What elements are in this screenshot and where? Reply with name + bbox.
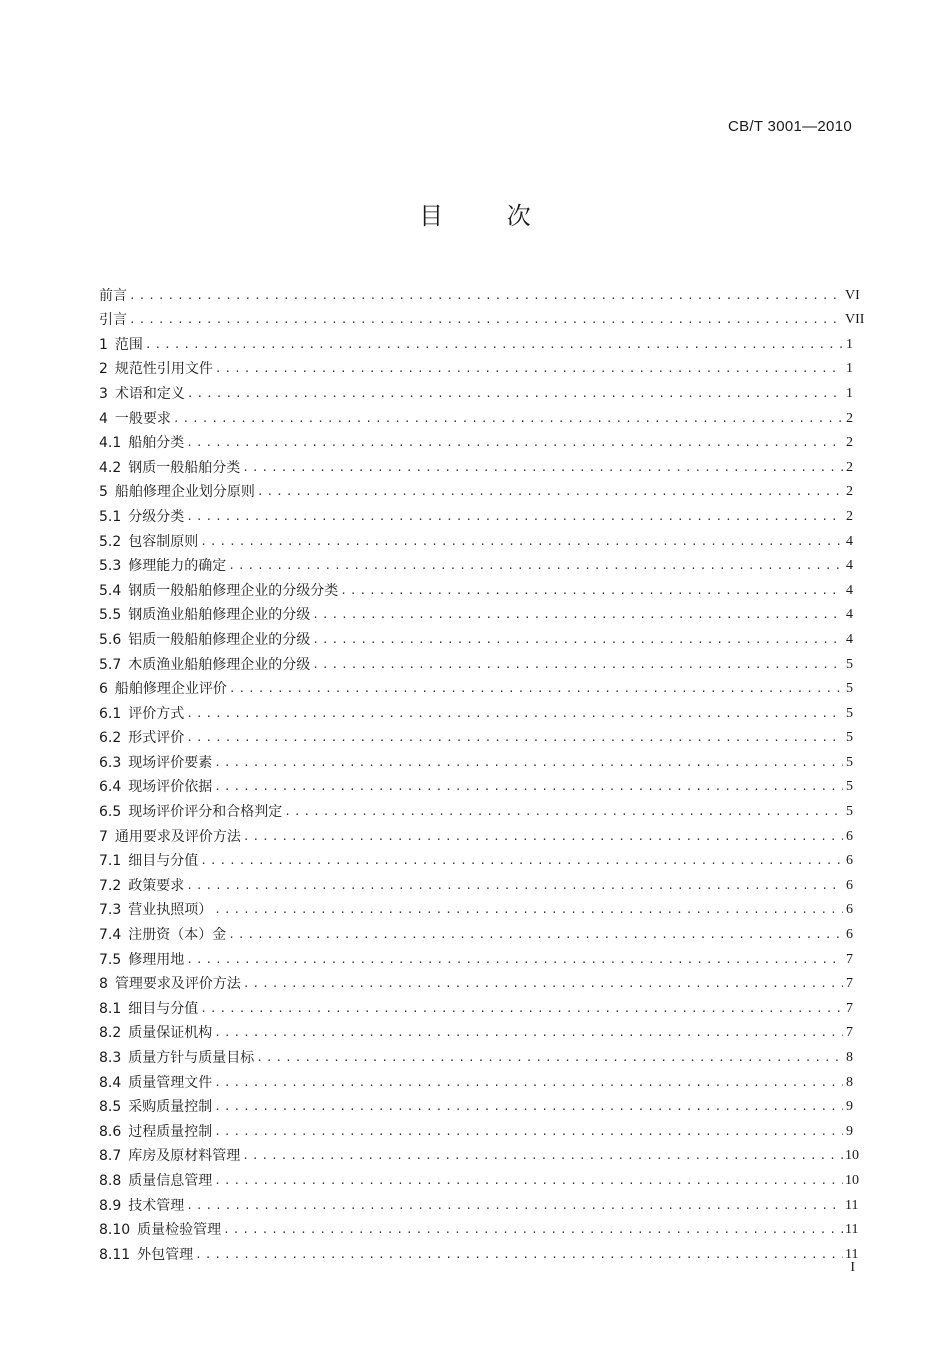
toc-entry-title: 通用要求及评价方法 — [114, 828, 241, 845]
toc-entry[interactable] — [99, 600, 853, 625]
toc-entry-number: 8.3 — [99, 1050, 122, 1066]
toc-entry[interactable] — [99, 1190, 859, 1215]
toc-dot-leader — [187, 385, 843, 403]
toc-entry-title: 形式评价 — [128, 730, 185, 747]
toc-entry-page: 6 — [846, 927, 853, 943]
toc-dot-leader — [214, 1074, 843, 1092]
toc-entry-title: 船舶分类 — [128, 435, 185, 452]
toc-entry[interactable] — [99, 624, 853, 649]
toc-entry-page: VII — [845, 312, 865, 328]
toc-entry-number: 3 — [99, 385, 108, 402]
toc-entry-page: 1 — [846, 361, 853, 377]
toc-entry-number: 6.5 — [99, 804, 122, 821]
toc-entry-number: 5.4 — [99, 582, 122, 599]
toc-entry-title: 一般要求 — [114, 410, 171, 427]
toc-dot-leader — [214, 1098, 843, 1116]
toc-entry-number: 8.1 — [99, 1000, 122, 1017]
toc-entry-title: 质量保证机构 — [128, 1025, 213, 1042]
toc-entry-page: 6 — [846, 877, 853, 893]
toc-entry-page: 7 — [846, 976, 853, 992]
toc-entry[interactable] — [99, 378, 853, 403]
toc-entry-page: 5 — [846, 656, 853, 672]
toc-entry[interactable] — [99, 821, 853, 846]
toc-entry[interactable] — [99, 1116, 853, 1141]
toc-dot-leader — [186, 729, 843, 747]
toc-entry-page: 7 — [846, 1025, 853, 1041]
toc-entry-title: 修理用地 — [128, 951, 185, 968]
toc-entry-title: 细目与分值 — [128, 1000, 199, 1017]
toc-entry-title: 术语和定义 — [114, 385, 185, 402]
toc-entry-number: 6.3 — [99, 754, 122, 771]
toc-entry-page: 10 — [845, 1172, 859, 1188]
document-code: CB/T 3001—2010 — [727, 118, 852, 135]
toc-dot-leader — [215, 360, 843, 378]
toc-entry-title: 过程质量控制 — [128, 1123, 213, 1140]
toc-entry[interactable] — [99, 403, 853, 428]
toc-entry[interactable] — [99, 944, 853, 969]
toc-dot-leader — [340, 582, 843, 600]
toc-dot-leader — [312, 631, 843, 649]
toc-entry-page: 1 — [846, 385, 853, 401]
toc-entry-title: 前言 — [99, 287, 127, 304]
page-title: 目 次 — [419, 202, 559, 230]
toc-entry-title: 细目与分值 — [128, 853, 199, 870]
toc-entry-number: 4 — [99, 410, 108, 427]
toc-dot-leader — [228, 926, 843, 944]
toc-entry-page: 7 — [846, 951, 853, 967]
toc-entry-title: 钢质一般船舶分类 — [128, 459, 241, 476]
toc-entry-page: 6 — [846, 902, 853, 918]
toc-entry[interactable] — [99, 796, 853, 821]
toc-entry-title: 铝质一般船舶修理企业的分级 — [128, 631, 311, 648]
toc-entry-title: 现场评价依据 — [128, 779, 213, 796]
toc-dot-leader — [257, 483, 843, 501]
toc-entry-number: 6 — [99, 681, 108, 698]
toc-entry-number: 5.5 — [99, 607, 122, 624]
toc-entry-page: 11 — [845, 1246, 859, 1262]
toc-entry[interactable] — [99, 526, 853, 551]
toc-entry-number: 7.2 — [99, 877, 122, 894]
toc-entry-number: 6.1 — [99, 705, 122, 722]
toc-entry[interactable] — [99, 1141, 859, 1166]
toc-entry-title: 范围 — [114, 336, 143, 353]
toc-entry-number: 8.5 — [99, 1099, 122, 1116]
page-number: I — [850, 1260, 855, 1275]
toc-entry-page: 6 — [846, 853, 853, 869]
toc-entry-number: 5 — [99, 484, 108, 501]
toc-dot-leader — [186, 1197, 843, 1215]
toc-entry-page: 6 — [846, 828, 853, 844]
toc-entry-title: 木质渔业船舶修理企业的分级 — [128, 656, 311, 673]
toc-entry-number: 6.2 — [99, 730, 122, 747]
toc-entry-page: 5 — [846, 681, 853, 697]
toc-dot-leader — [312, 656, 843, 674]
toc-entry-title: 政策要求 — [128, 877, 185, 894]
toc-entry-number: 1 — [99, 336, 108, 353]
toc-entry-title: 技术管理 — [128, 1197, 185, 1214]
toc-entry-page: 4 — [846, 558, 853, 574]
toc-entry-number: 5.7 — [99, 656, 122, 673]
toc-entry[interactable] — [99, 1165, 859, 1190]
toc-dot-leader — [243, 828, 843, 846]
toc-dot-leader — [145, 336, 843, 354]
toc-entry-title: 营业执照项） — [128, 902, 213, 919]
toc-dot-leader — [195, 1246, 843, 1264]
toc-dot-leader — [228, 557, 843, 575]
toc-entry[interactable] — [99, 452, 853, 477]
toc-entry-number: 4.2 — [99, 459, 122, 476]
toc-dot-leader — [186, 877, 843, 895]
toc-entry-page: 2 — [846, 410, 853, 426]
toc-entry-page: 5 — [846, 754, 853, 770]
toc-entry-title: 库房及原材料管理 — [128, 1148, 241, 1165]
toc-entry-page: 8 — [846, 1050, 853, 1065]
toc-dot-leader — [200, 1000, 843, 1018]
toc-entry-number: 5.3 — [99, 558, 122, 575]
toc-entry-title: 注册资（本）金 — [128, 927, 227, 944]
toc-entry-page: 11 — [845, 1197, 859, 1213]
toc-entry-page: 5 — [846, 779, 853, 795]
toc-entry[interactable] — [99, 747, 853, 772]
toc-entry[interactable] — [99, 329, 853, 354]
table-of-contents — [99, 280, 865, 1264]
toc-entry[interactable] — [99, 305, 865, 330]
toc-entry[interactable] — [99, 1092, 853, 1117]
toc-entry-title: 船舶修理企业评价 — [114, 681, 227, 698]
toc-entry[interactable] — [99, 575, 853, 600]
toc-entry-number: 8.6 — [99, 1123, 122, 1140]
toc-dot-leader — [214, 901, 843, 919]
toc-entry-title: 管理要求及评价方法 — [114, 976, 241, 993]
toc-entry-number: 8 — [99, 976, 108, 993]
toc-entry-page: 9 — [846, 1123, 853, 1139]
toc-entry[interactable] — [99, 674, 853, 699]
toc-dot-leader — [186, 508, 843, 526]
toc-entry-number: 8.11 — [99, 1246, 131, 1263]
toc-entry-title: 外包管理 — [137, 1246, 194, 1263]
toc-entry-page: 5 — [846, 804, 853, 820]
toc-dot-leader — [243, 975, 843, 993]
toc-entry[interactable] — [99, 1018, 853, 1043]
toc-entry-title: 质量方针与质量目标 — [128, 1050, 255, 1066]
toc-entry[interactable] — [99, 649, 853, 674]
toc-dot-leader — [186, 705, 843, 723]
toc-dot-leader — [214, 1024, 843, 1042]
toc-entry-title: 评价方式 — [128, 705, 185, 722]
toc-entry[interactable] — [99, 723, 853, 748]
toc-dot-leader — [214, 1123, 843, 1141]
toc-entry[interactable] — [99, 1215, 859, 1240]
toc-entry-number: 8.10 — [99, 1222, 131, 1239]
toc-entry[interactable] — [99, 501, 853, 526]
toc-entry-number: 7 — [99, 828, 108, 845]
toc-entry-number: 7.3 — [99, 902, 122, 919]
toc-dot-leader — [214, 778, 843, 796]
toc-entry-page: 2 — [846, 459, 853, 475]
toc-entry-title: 引言 — [99, 312, 127, 329]
toc-dot-leader — [129, 311, 843, 329]
toc-entry[interactable] — [99, 969, 853, 994]
toc-entry-number: 8.9 — [99, 1197, 122, 1214]
toc-entry[interactable] — [99, 1067, 853, 1092]
toc-entry-title: 船舶修理企业划分原则 — [114, 484, 255, 501]
toc-dot-leader — [229, 680, 843, 698]
toc-entry[interactable] — [99, 993, 853, 1018]
toc-entry-title: 现场评价要素 — [128, 754, 213, 771]
toc-entry[interactable] — [99, 919, 853, 944]
toc-entry[interactable] — [99, 772, 853, 797]
toc-entry-page: 4 — [846, 582, 853, 598]
toc-entry-page: 8 — [846, 1074, 853, 1090]
toc-entry-page: 4 — [846, 533, 853, 549]
toc-entry[interactable] — [99, 846, 853, 871]
toc-entry-title: 包容制原则 — [128, 533, 199, 550]
toc-dot-leader — [186, 434, 843, 452]
toc-entry[interactable] — [99, 698, 853, 723]
toc-dot-leader — [173, 410, 843, 428]
toc-entry-title: 质量信息管理 — [128, 1172, 213, 1189]
toc-entry-page: 7 — [846, 1000, 853, 1016]
toc-dot-leader — [312, 606, 843, 624]
toc-entry-number: 5.1 — [99, 508, 122, 525]
toc-dot-leader — [129, 287, 843, 305]
toc-entry-number: 5.2 — [99, 533, 122, 550]
toc-entry-page: 1 — [846, 336, 853, 352]
toc-entry-page: 11 — [845, 1222, 859, 1238]
toc-entry-number: 8.4 — [99, 1074, 122, 1091]
toc-entry-title: 修理能力的确定 — [128, 558, 227, 575]
toc-entry-page: 2 — [846, 435, 853, 451]
toc-entry-title: 现场评价评分和合格判定 — [128, 804, 283, 821]
toc-entry-page: 9 — [846, 1099, 853, 1115]
toc-dot-leader — [242, 459, 843, 477]
toc-entry-number: 4.1 — [99, 435, 122, 452]
toc-dot-leader — [256, 1049, 843, 1067]
toc-dot-leader — [223, 1221, 843, 1239]
toc-entry-page: 5 — [846, 705, 853, 721]
toc-entry-number: 6.4 — [99, 779, 122, 796]
toc-entry[interactable] — [99, 428, 853, 453]
toc-entry-title: 质量管理文件 — [128, 1074, 213, 1091]
toc-dot-leader — [200, 533, 843, 551]
toc-entry-number: 5.6 — [99, 631, 122, 648]
toc-entry[interactable] — [99, 1042, 853, 1067]
toc-entry-page: 5 — [846, 730, 853, 746]
toc-entry-title: 质量检验管理 — [137, 1222, 222, 1239]
toc-entry-number: 8.2 — [99, 1025, 122, 1042]
toc-dot-leader — [214, 754, 843, 772]
toc-entry-page: 4 — [846, 631, 853, 647]
toc-entry-title: 采购质量控制 — [128, 1099, 213, 1116]
toc-entry[interactable] — [99, 477, 853, 502]
toc-entry-page: 2 — [846, 508, 853, 524]
toc-entry[interactable] — [99, 895, 853, 920]
toc-entry[interactable] — [99, 1239, 859, 1264]
toc-entry[interactable] — [99, 354, 853, 379]
toc-entry-number: 8.7 — [99, 1148, 122, 1165]
toc-entry-page: 4 — [846, 607, 853, 623]
toc-entry-title: 分级分类 — [128, 508, 185, 525]
toc-entry-page: 10 — [845, 1148, 859, 1164]
toc-entry-number: 2 — [99, 361, 108, 378]
toc-entry-title: 钢质一般船舶修理企业的分级分类 — [128, 582, 339, 599]
toc-entry-page: VI — [845, 287, 860, 303]
toc-dot-leader — [284, 803, 843, 821]
toc-dot-leader — [214, 1172, 843, 1190]
toc-dot-leader — [186, 951, 843, 969]
toc-entry[interactable] — [99, 280, 860, 305]
toc-entry-page: 2 — [846, 484, 853, 500]
toc-entry-number: 7.4 — [99, 927, 122, 944]
toc-entry[interactable] — [99, 870, 853, 895]
toc-entry[interactable] — [99, 551, 853, 576]
toc-entry-title: 规范性引用文件 — [114, 361, 213, 378]
toc-entry-number: 7.5 — [99, 951, 122, 968]
toc-entry-title: 钢质渔业船舶修理企业的分级 — [128, 607, 311, 624]
toc-entry-number: 8.8 — [99, 1172, 122, 1189]
toc-dot-leader — [200, 852, 843, 870]
toc-entry-number: 7.1 — [99, 853, 122, 870]
toc-dot-leader — [242, 1147, 843, 1165]
